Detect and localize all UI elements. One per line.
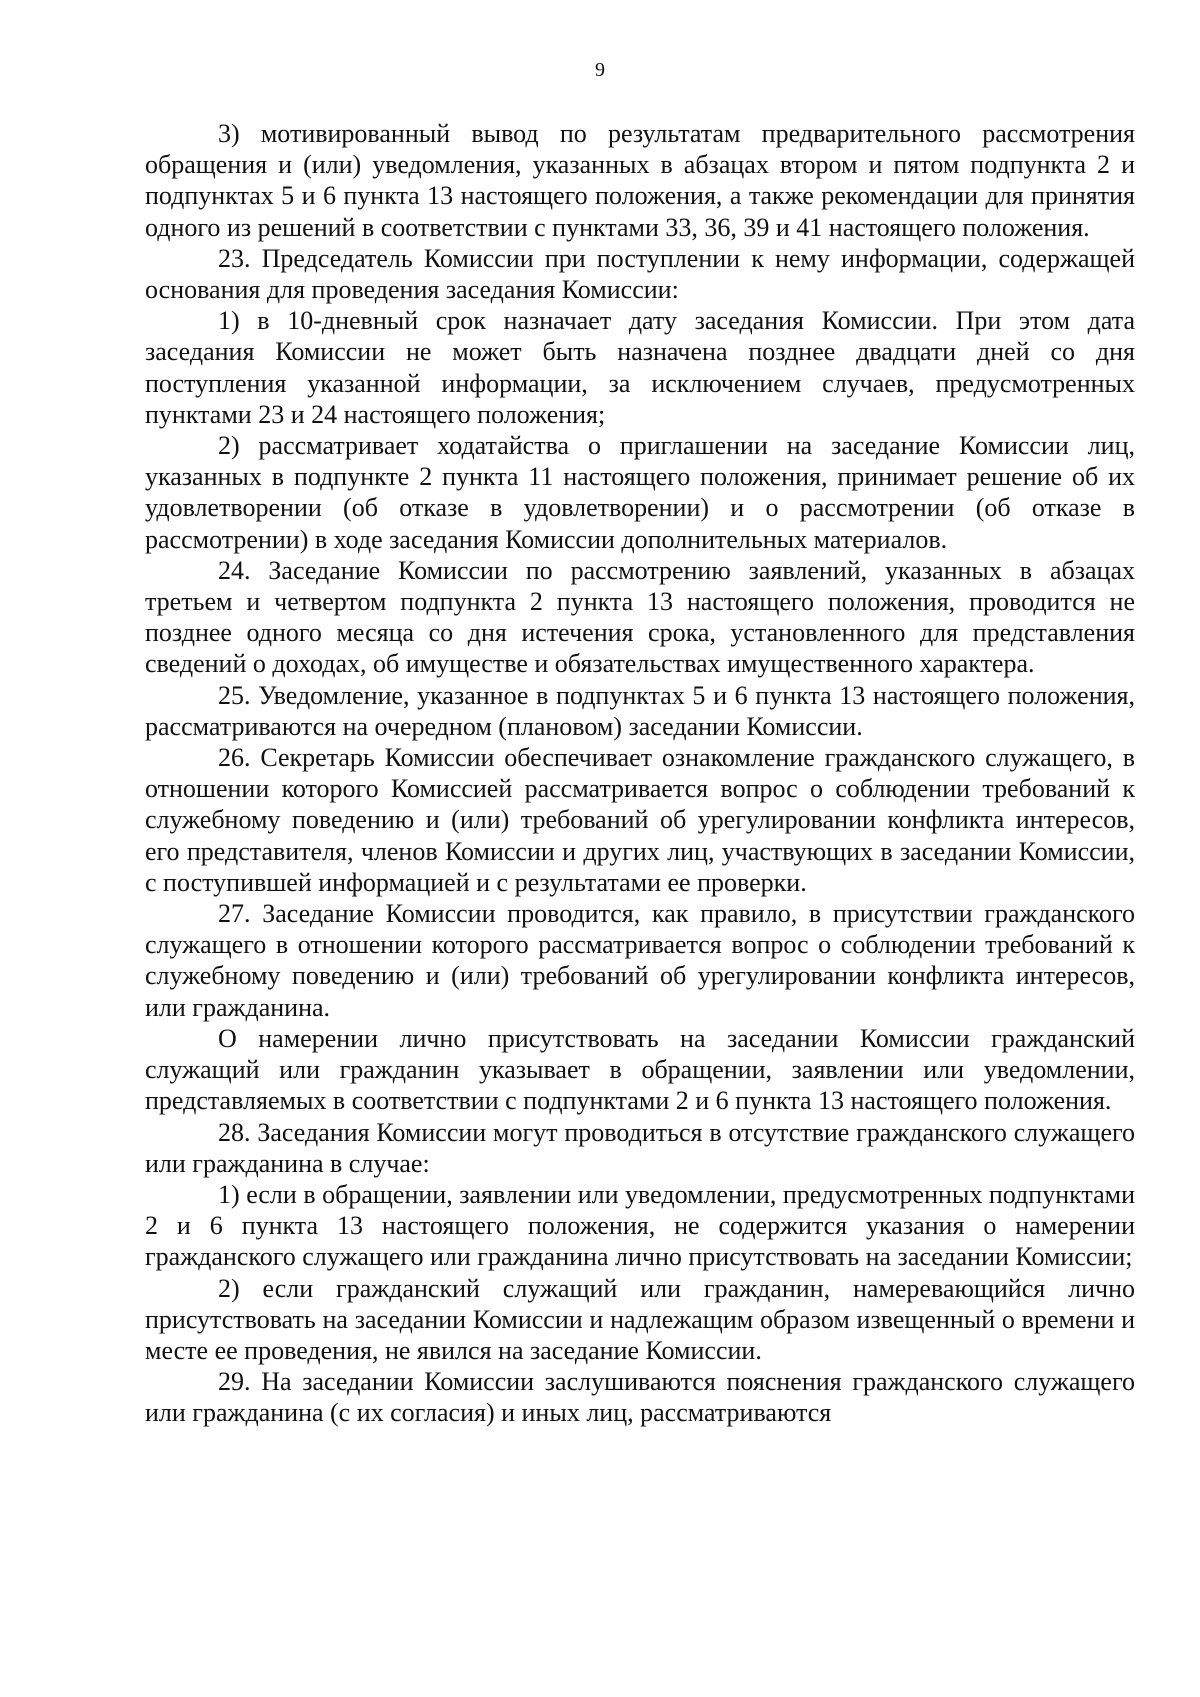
paragraph-27-intent: О намерении лично присутствовать на заседании Комиссии гражданский служащий или гражданин указывает в обращении, заявлении или уведомлении, представляемых в соответствии с подпунктами 2 и 6 пункта 13 настоящего положения. [145,1023,1135,1116]
paragraph-28-1: 1) если в обращении, заявлении или уведомлении, предусмотренных подпунктами 2 и 6 пункта 13 настоящего положения, не содержится указания о намерении гражданского служащего или гражданина лично присутствовать на заседании Комиссии; [145,1179,1135,1272]
paragraph-28: 28. Заседания Комиссии могут проводиться в отсутствие гражданского служащего или гражданина в случае: [145,1117,1135,1178]
paragraph-23-1: 1) в 10-дневный срок назначает дату заседания Комиссии. При этом дата заседания Комиссии не может быть назначена позднее двадцати дней со дня поступления указанной информации, за исключением случаев, предусмотренных пунктами 23 и 24 настоящего положения; [145,306,1135,429]
paragraph-28-2: 2) если гражданский служащий или гражданин, намеревающийся лично присутствовать на заседании Комиссии и надлежащим образом извещенный о времени и месте ее проведения, не явился на заседание Комиссии. [145,1273,1135,1365]
paragraph-22-3: 3) мотивированный вывод по результатам предварительного рассмотрения обращения и (или) уведомления, указанных в абзацах втором и пятом подпункта 2 и подпунктах 5 и 6 пункта 13 настоящего положения, а также рекомендации для принятия одного из решений в соответствии с пунктами 33, 36, 39 и 41 настоящего положения. [145,119,1135,242]
paragraph-29: 29. На заседании Комиссии заслушиваются пояснения гражданского служащего или гражданина (с их согласия) и иных лиц, рассматриваются [145,1367,1135,1428]
page-number: 9 [595,59,605,81]
paragraph-27: 27. Заседание Комиссии проводится, как правило, в присутствии гражданского служащего в отношении которого рассматривается вопрос о соблюдении требований к служебному поведению и (или) требований об урегулировании конфликта интересов, или гражданина. [145,899,1135,1022]
paragraph-23-2: 2) рассматривает ходатайства о приглашении на заседание Комиссии лиц, указанных в подпункте 2 пункта 11 настоящего положения, принимает решение об их удовлетворении (об отказе в удовлетворении) и о рассмотрении (об отказе в рассмотрении) в ходе заседания Комиссии дополнительных материалов. [145,431,1135,554]
paragraph-26: 26. Секретарь Комиссии обеспечивает ознакомление гражданского служащего, в отношении которого Комиссией рассматривается вопрос о соблюдении требований к служебному поведению и (или) требований об урегулировании конфликта интересов, его представителя, членов Комиссии и других лиц, участвующих в заседании Комиссии, с поступившей информацией и с результатами ее проверки. [145,743,1135,897]
paragraph-23: 23. Председатель Комиссии при поступлении к нему информации, содержащей основания для проведения заседания Комиссии: [145,243,1135,305]
document-body [145,118,1135,1429]
paragraph-25: 25. Уведомление, указанное в подпунктах 5 и 6 пункта 13 настоящего положения, рассматриваются на очередном (плановом) заседании Комиссии. [145,680,1135,741]
paragraph-24: 24. Заседание Комиссии по рассмотрению заявлений, указанных в абзацах третьем и четвертом подпункта 2 пункта 13 настоящего положения, проводится не позднее одного месяца со дня истечения срока, установленного для представления сведений о доходах, об имуществе и обязательствах имущественного характера. [145,555,1135,679]
